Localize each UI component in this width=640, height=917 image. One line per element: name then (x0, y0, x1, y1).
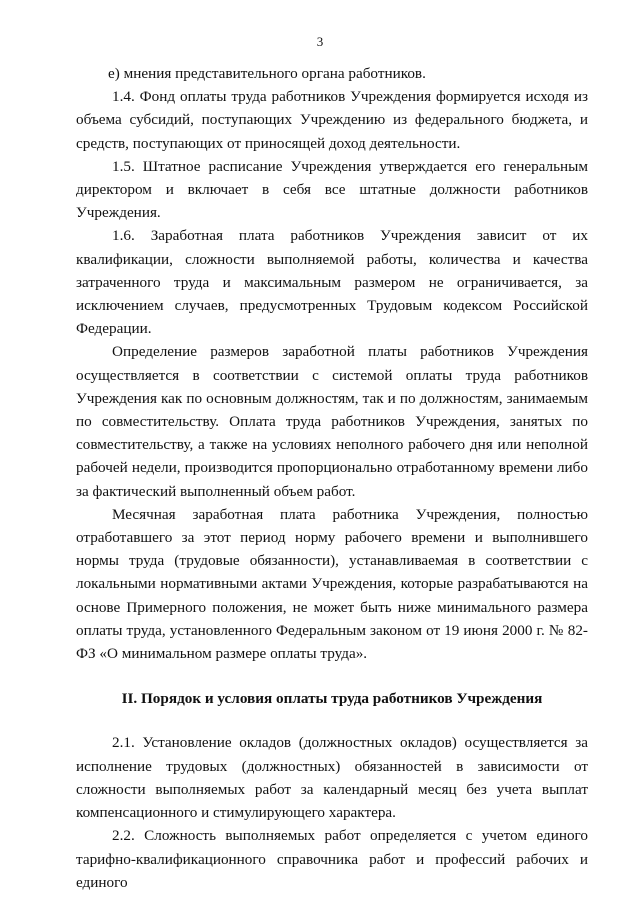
section-heading: II. Порядок и условия оплаты труда работников Учреждения (121, 690, 543, 708)
paragraph-1-5: 1.5. Штатное расписание Учреждения утверждается его генеральным директором и включает в себя все штатные должности работников Учреждения. (76, 157, 588, 222)
paragraph-2-1: 2.1. Установление окладов (должностных окладов) осуществляется за исполнение трудовых (должностных) обязанностей в зависимости от сложности выполняемых работ за календарный месяц без учета выплат компенсационного и стимулирующего характера. (76, 734, 588, 822)
paragraph-item-e: е) мнения представительного органа работников. (108, 65, 426, 82)
page-number: 3 (316, 34, 324, 49)
paragraph-monthly-salary: Месячная заработная плата работника Учреждения, полностью отработавшего за этот период норму рабочего времени и выполнившего нормы труда (трудовые обязанности), устанавливаемая в соответствии с локальными нормативными актами Учреждения, которые разрабатываются на основе Примерного положения, не может быть ниже минимального размера оплаты труда, установленного Федеральным законом от 19 июня 2000 г. № 82-ФЗ «О минимальном размере оплаты труда». (76, 505, 588, 663)
paragraph-2-2: 2.2. Сложность выполняемых работ определяется с учетом единого тарифно-квалификационного справочника работ и профессий рабочих и единого (76, 827, 588, 891)
paragraph-1-6: 1.6. Заработная плата работников Учреждения зависит от их квалификации, сложности выполняемой работы, количества и качества затраченного труда и максимальным размером не ограничивается, за исключением случаев, предусмотренных Трудовым кодексом Российской Федерации. (76, 227, 588, 338)
document-body (76, 62, 588, 894)
paragraph-salary-determination: Определение размеров заработной платы работников Учреждения осуществляется в соответствии с системой оплаты труда работников Учреждения как по основным должностям, так и по должностям, занимаемым по совместительству. Оплата труда работников Учреждения, занятых по совместительству, а также на условиях неполного рабочего дня или неполной рабочей недели, производится пропорционально отработанному времени либо за фактический выполненный объем работ. (76, 343, 588, 500)
paragraph-1-4: 1.4. Фонд оплаты труда работников Учреждения формируется исходя из объема субсидий, поступающих Учреждению из федерального бюджета, и средств, поступающих от приносящей доход деятельности. (76, 88, 588, 152)
